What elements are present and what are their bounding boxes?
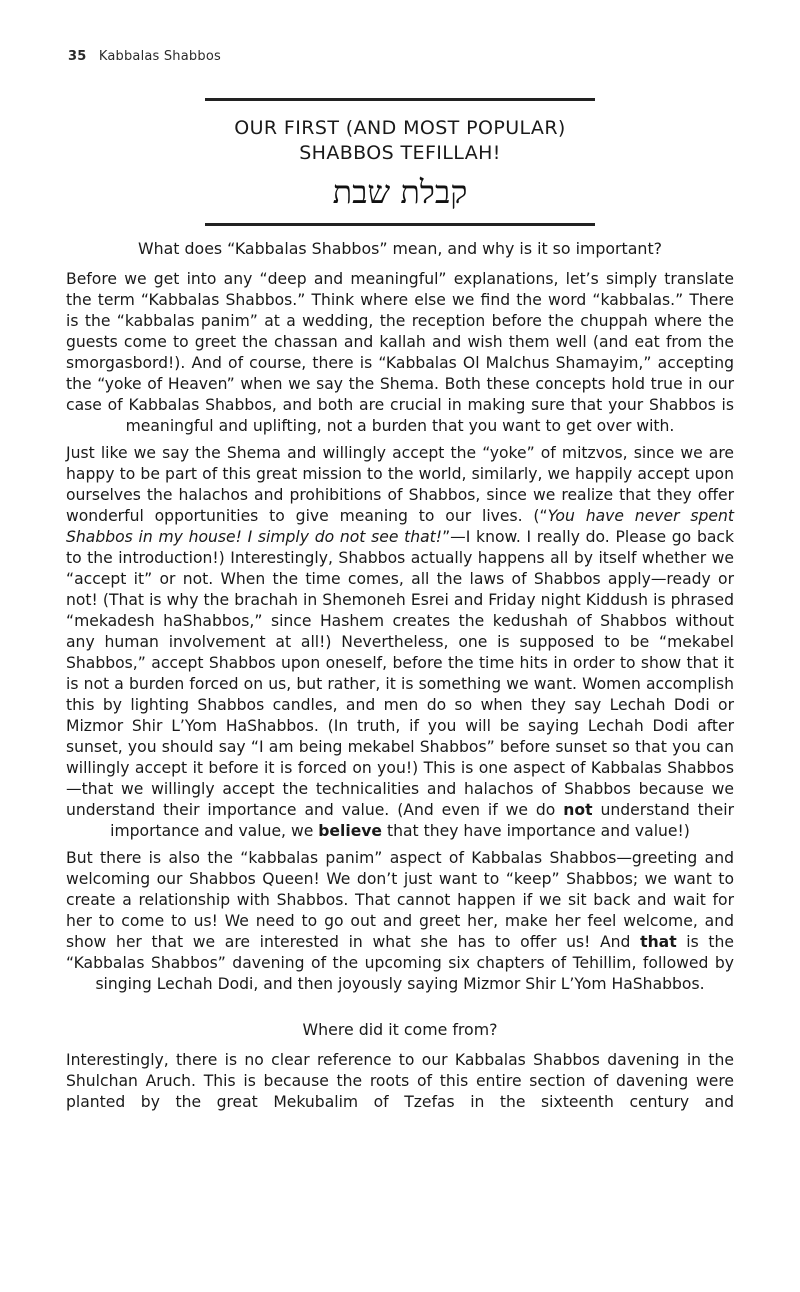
hebrew-title: קבלת שבת — [332, 173, 468, 211]
paragraph-3-bold-that: that — [640, 933, 677, 951]
section-title: Kabbalas Shabbos — [98, 49, 221, 64]
paragraph-2-bold-believe: believe — [318, 822, 383, 840]
body-text — [66, 238, 734, 1119]
paragraph-2-part-d: that they have importance and value!) — [382, 822, 690, 840]
paragraph-3 — [66, 848, 734, 995]
section-heading-meaning: What does “Kabbalas Shabbos” mean, and why is it so important? — [137, 239, 663, 258]
running-head — [68, 49, 221, 64]
paragraph-3-part-b: is the “Kabbalas Shabbos” davening of the upcoming six chapters of Tehillim, followed by singing Lechah Dodi, and then joyously saying Mizmor Shir L’Yom HaShabbos. — [66, 933, 734, 993]
paragraph-2-part-b: ”—I know. I really do. Please go back to the introduction!) Interestingly, Shabbos actually happens all by itself whether we “accept it” or not. When the time comes, all the laws of Shabbos apply—ready or not! (That is why the brachah in Shemoneh Esrei and Friday night Kiddush is phrased “mekadesh haShabbos,” since Hashem creates the kedushah of Shabbos without any human involvement at all!) Nevertheless, one is supposed to be “mekabel Shabbos,” accept Shabbos upon oneself, before the time hits in order to show that it is not a burden forced on us, but rather, it is something we want. Women accomplish this by lighting Shabbos candles, and men do so when they say Lechah Dodi or Mizmor Shir L’Yom HaShabbos. (In truth, if you will be saying Lechah Dodi after sunset, you should say “I am being mekabel Shabbos” before sunset so that you can willingly accept it before it is forced on you!) This is one aspect of Kabbalas Shabbos—that we willingly accept the technicalities and halachos of Shabbos because we understand their importance and value. (And even if we do — [66, 528, 735, 819]
chapter-title-line-2: SHABBOS TEFILLAH! — [299, 142, 501, 164]
paragraph-2-italic: You have never spent Shabbos in my house! I simply do not see that! — [66, 507, 734, 546]
paragraph-2-part-a: Just like we say the Shema and willingly accept the “yoke” of mitzvos, since we are happy to be part of this great mission to the world, similarly, we happily accept upon ourselves the halachos and prohibitions of Shabbos, since we realize that they offer wonderful opportunities to give meaning to our lives. (“ — [66, 444, 734, 525]
paragraph-3-part-a: But there is also the “kabbalas panim” aspect of Kabbalas Shabbos—greeting and welcoming our Shabbos Queen! We don’t just want to “keep” Shabbos; we want to create a relationship with Shabbos. That cannot happen if we sit back and wait for her to come to us! We need to go out and greet her, make her feel welcome, and show her that we are interested in what she has to offer us! And — [66, 849, 734, 951]
paragraph-2 — [66, 443, 734, 842]
chapter-title-line-1: OUR FIRST (AND MOST POPULAR) — [234, 117, 566, 139]
paragraph-2-bold-not: not — [563, 801, 593, 819]
page-number: 35 — [68, 49, 87, 64]
chapter-title-box — [205, 98, 595, 226]
section-heading-origin: Where did it come from? — [302, 1020, 498, 1039]
title-rule-bottom — [205, 223, 595, 226]
paragraph-1: Before we get into any “deep and meaningful” explanations, let’s simply translate the term “Kabbalas Shabbos.” Think where else we find the word “kabbalas.” There is the “kabbalas panim” at a wedding, the reception before the chuppah where the guests come to greet the chassan and kallah and wish them well (and eat from the smorgasbord!). And of course, there is “Kabbalas Ol Malchus Shamayim,” accepting the “yoke of Heaven” when we say the Shema. Both these concepts hold true in our case of Kabbalas Shabbos, and both are crucial in making sure that your Shabbos is meaningful and uplifting, not a burden that you want to get over with. — [66, 270, 734, 435]
paragraph-2-part-c: understand their importance and value, we — [110, 801, 734, 840]
title-rule-top — [205, 98, 595, 101]
paragraph-4: Interestingly, there is no clear reference to our Kabbalas Shabbos davening in the Shulchan Aruch. This is because the roots of this entire section of davening were planted by the great Mekubalim of Tzefas in the sixteenth century and — [66, 1051, 734, 1111]
